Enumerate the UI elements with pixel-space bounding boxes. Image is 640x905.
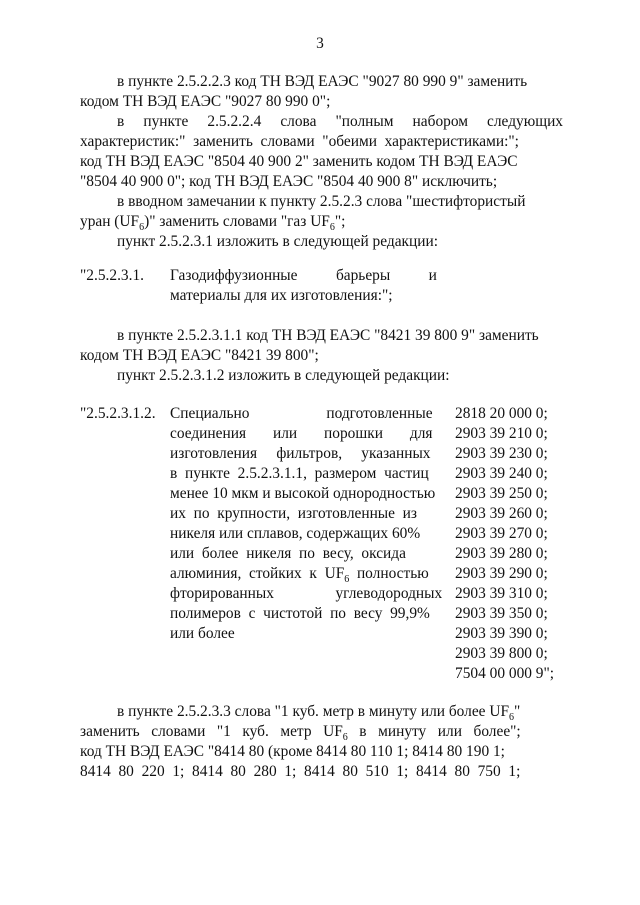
spec-line: соединения или порошки для — [170, 425, 433, 442]
para1-line1: в пункте 2.5.2.2.3 код ТН ВЭД ЕАЭС "9027 80 990 9" заменить — [117, 73, 528, 90]
para6-line2: кодом ТН ВЭД ЕАЭС "8421 39 800"; — [80, 347, 319, 364]
spec-line: менее 10 мкм и высокой однородностью — [170, 485, 436, 502]
hs-code: 2903 39 280 0; — [455, 545, 548, 562]
hs-code: 2903 39 260 0; — [455, 505, 548, 522]
hs-code: 2903 39 270 0; — [455, 525, 548, 542]
spec-line: Специально подготовленные — [170, 405, 433, 422]
hs-code: 2818 20 000 0; — [455, 405, 548, 422]
para9-line4: 8414 80 220 1; 8414 80 280 1; 8414 80 510 1; 8414 80 750 1; — [80, 763, 521, 780]
hs-code: 7504 00 000 9"; — [455, 665, 555, 682]
hs-code: 2903 39 350 0; — [455, 605, 548, 622]
para3-line2: уран $(UF_6)$" заменить словами "газ $UF_6$"; — [80, 213, 346, 234]
spec-line: их по крупности, изготовленные из — [170, 505, 417, 522]
spec-line: или более никеля по весу, оксида — [170, 545, 406, 562]
spec-line: полимеров с чистотой по весу 99,9% — [170, 605, 430, 622]
para2-line2: характеристик:" заменить словами "обеими характеристиками:"; — [80, 133, 519, 150]
hs-code: 2903 39 230 0; — [455, 445, 548, 462]
hs-code: 2903 39 290 0; — [455, 565, 548, 582]
para2-line4: "8504 40 900 0"; код ТН ВЭД ЕАЭС "8504 40 900 8" исключить; — [80, 173, 498, 190]
item-2-5-2-3-1-line1: Газодиффузионные барьеры и — [170, 267, 437, 284]
spec-line: никеля или сплавов, содержащих 60% — [170, 525, 421, 542]
para9-line3: код ТН ВЭД ЕАЭС "8414 80 (кроме 8414 80 110 1; 8414 80 190 1; — [80, 743, 505, 760]
hs-code: 2903 39 250 0; — [455, 485, 548, 502]
para3-line1: в вводном замечании к пункту 2.5.2.3 слова "шестифтористый — [117, 193, 526, 210]
spec-line: или более — [170, 625, 235, 642]
para7: пункт 2.5.2.3.1.2 изложить в следующей редакции: — [117, 367, 450, 384]
spec-line: алюминия, стойких к $UF_6$ полностью — [170, 565, 429, 586]
para6-line1: в пункте 2.5.2.3.1.1 код ТН ВЭД ЕАЭС "8421 39 800 9" заменить — [117, 327, 539, 344]
para1-line2: кодом ТН ВЭД ЕАЭС "9027 80 990 0"; — [80, 93, 331, 110]
para2-line1: в пункте 2.5.2.2.4 слова "полным набором следующих — [117, 113, 563, 130]
spec-line: фторированных углеводородных — [170, 585, 443, 602]
item-2-5-2-3-1-line2: материалы для их изготовления:"; — [170, 287, 393, 304]
item-2-5-2-3-1-label: "2.5.2.3.1. — [80, 267, 144, 284]
hs-code: 2903 39 240 0; — [455, 465, 548, 482]
item-2-5-2-3-1-2-label: "2.5.2.3.1.2. — [80, 405, 156, 422]
hs-code: 2903 39 310 0; — [455, 585, 548, 602]
spec-line: изготовления фильтров, указанных — [170, 445, 431, 462]
para9-line1: в пункте 2.5.2.3.3 слова "1 куб. метр в минуту или более $UF_6$" — [117, 703, 521, 724]
hs-code: 2903 39 390 0; — [455, 625, 548, 642]
hs-code: 2903 39 210 0; — [455, 425, 548, 442]
para9-line2: заменить словами "1 куб. метр $UF_6$ в минуту или более"; — [80, 723, 521, 744]
page-number: 3 — [316, 35, 324, 52]
para2-line3: код ТН ВЭД ЕАЭС "8504 40 900 2" заменить кодом ТН ВЭД ЕАЭС — [80, 153, 518, 170]
hs-code: 2903 39 800 0; — [455, 645, 548, 662]
para4: пункт 2.5.2.3.1 изложить в следующей редакции: — [117, 233, 438, 250]
spec-line: в пункте 2.5.2.3.1.1, размером частиц — [170, 465, 429, 482]
